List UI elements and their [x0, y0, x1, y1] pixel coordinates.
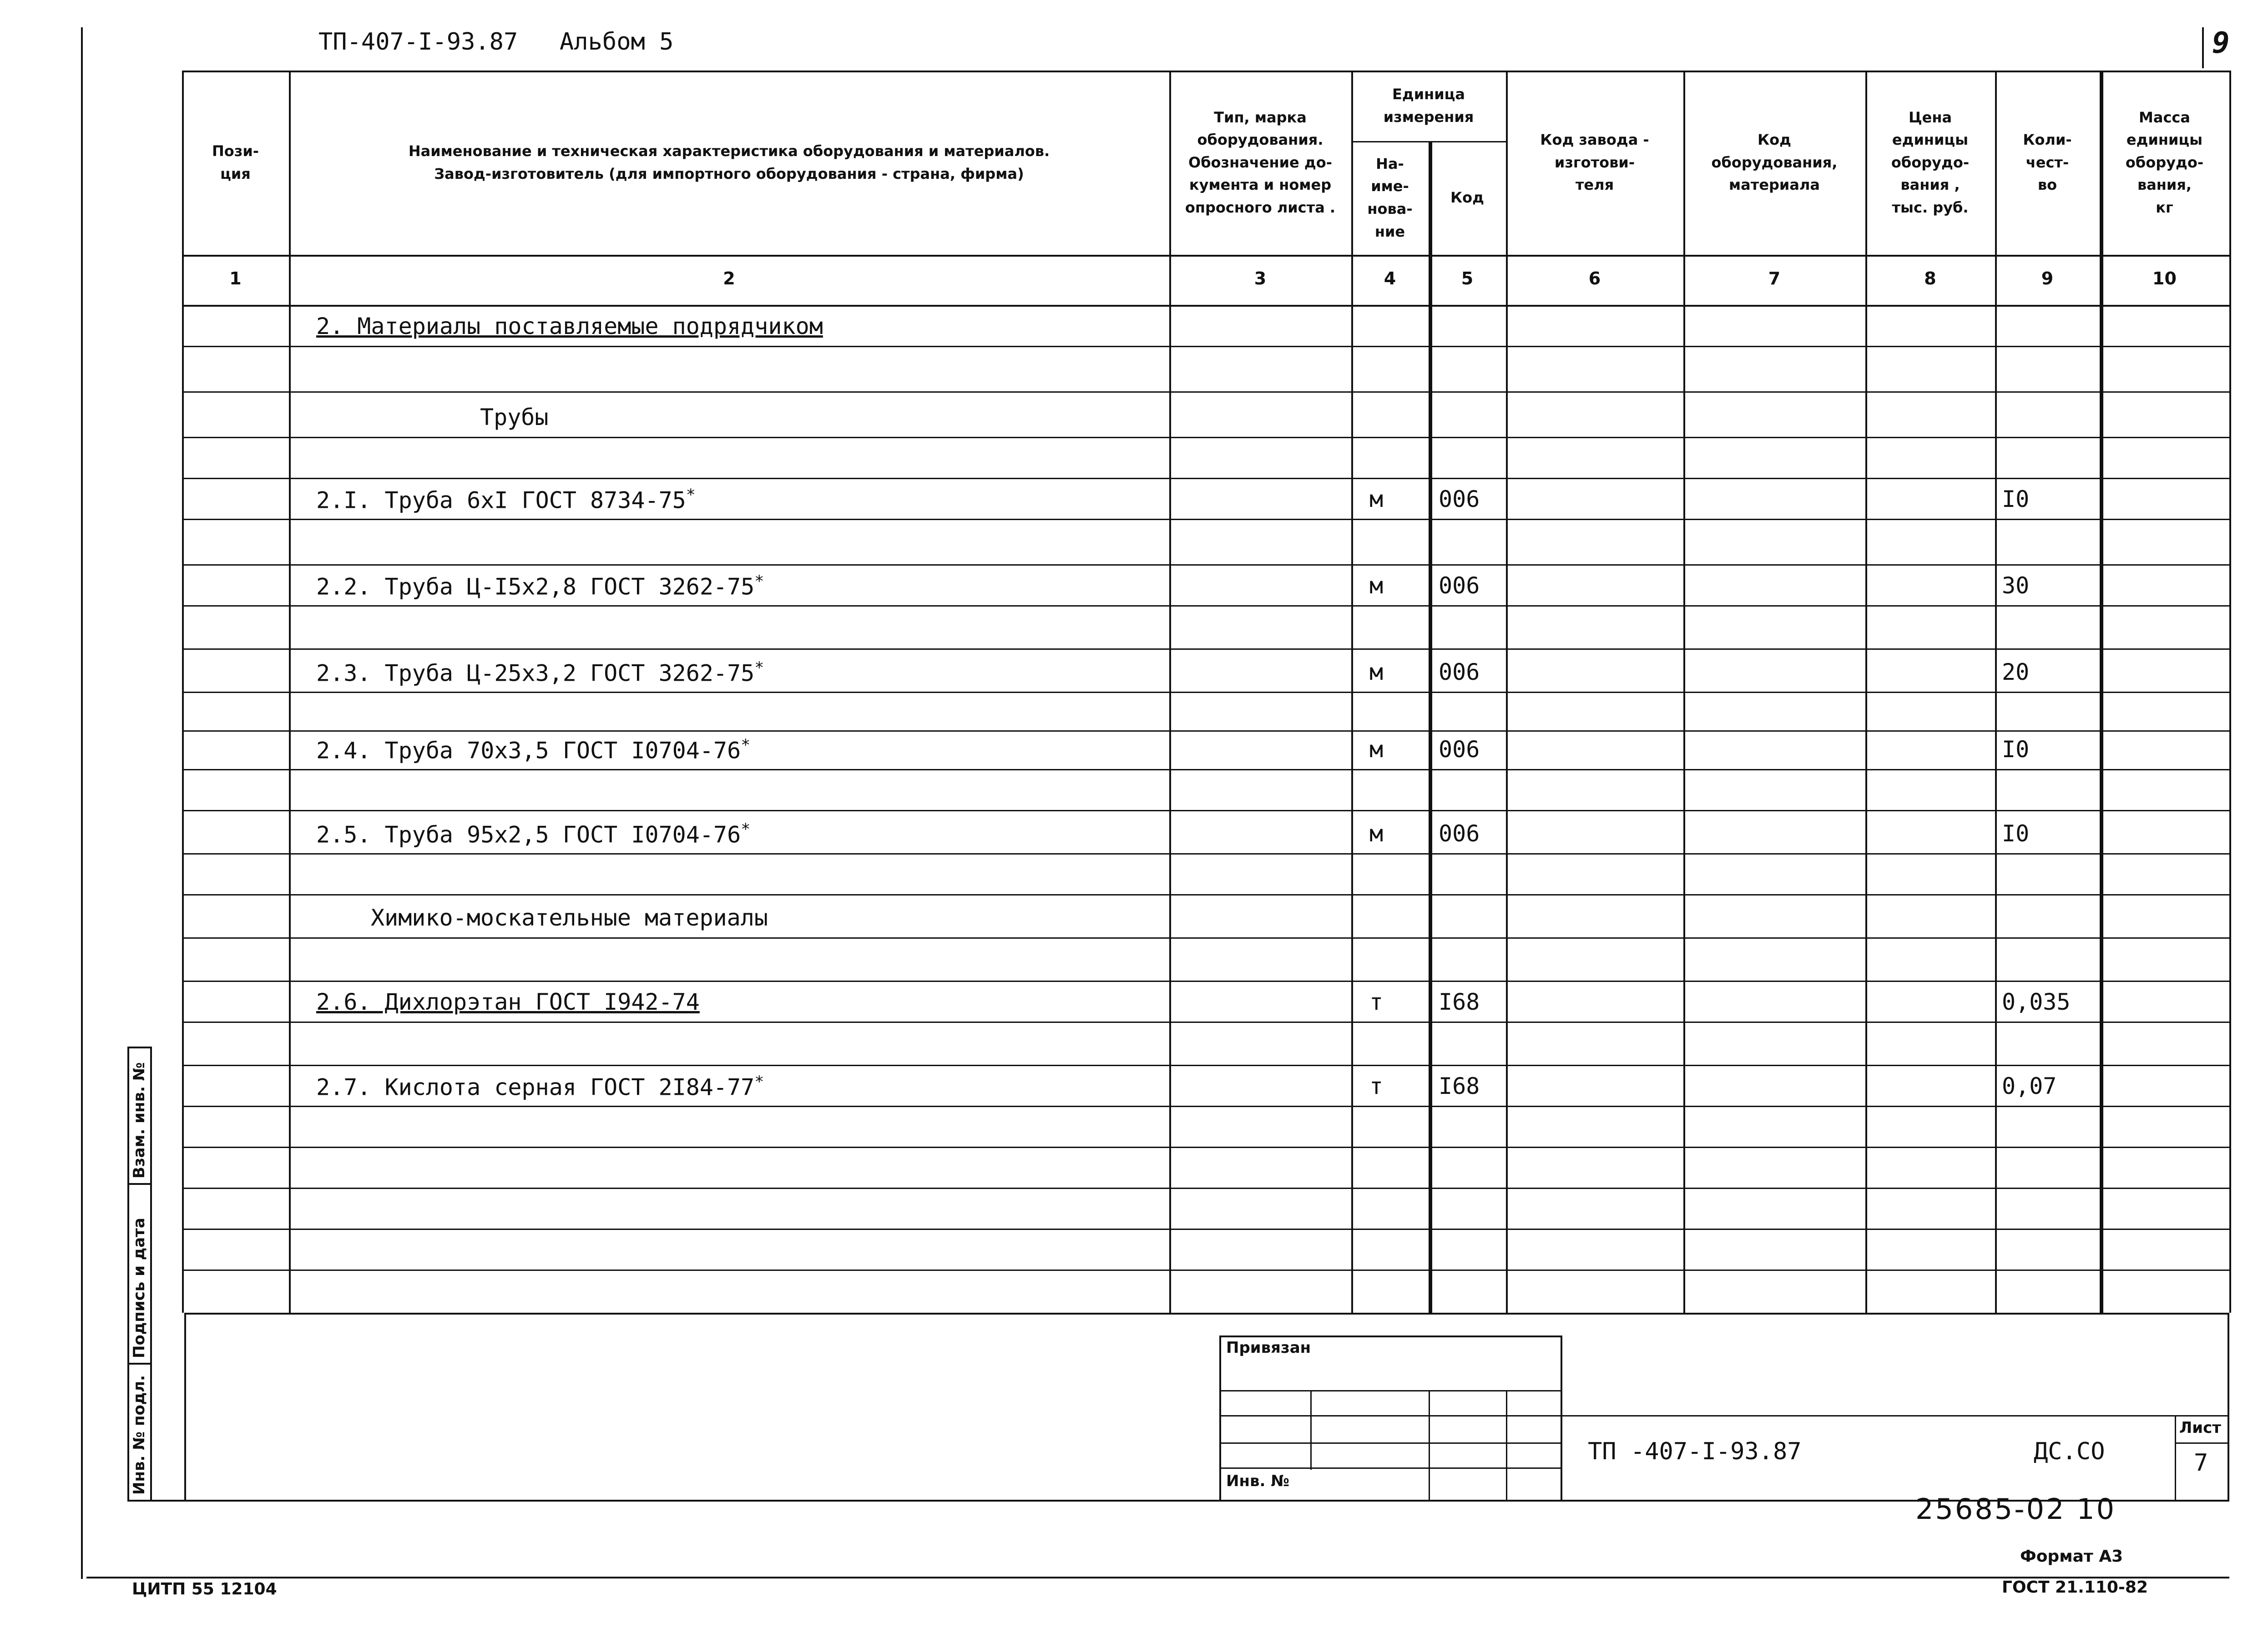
row-name: 2. Материалы поставляемые подрядчиком: [316, 313, 823, 339]
row-unit-code: 006: [1439, 820, 1480, 847]
sheet-number: 7: [2194, 1449, 2208, 1477]
privyazan-label: Привязан: [1226, 1339, 1311, 1357]
footnote-mark: *: [754, 659, 764, 677]
row-unit: м: [1369, 736, 1384, 763]
stamp-vzam-inv: Взам. инв. №: [130, 1062, 148, 1179]
header-doc-code: ТП-407-I-93.87: [318, 28, 518, 56]
row-quantity: I0: [2002, 820, 2030, 847]
row-unit-code: 006: [1439, 659, 1480, 685]
footnote-mark: *: [686, 486, 696, 504]
format-label: Формат А3: [2020, 1547, 2123, 1566]
column-header-1: Пози- ция: [212, 142, 259, 182]
row-unit: т: [1369, 989, 1384, 1015]
title-doc-code: ТП -407-I-93.87: [1588, 1438, 1802, 1465]
row-unit: м: [1369, 572, 1384, 599]
archive-number: 25685-02 10: [1915, 1492, 2116, 1526]
inv-no-label: Инв. №: [1226, 1472, 1290, 1490]
column-header-4: На- име- нова- ние: [1367, 155, 1413, 240]
footnote-mark: *: [741, 736, 751, 754]
column-number-5: 5: [1461, 268, 1474, 288]
row-name: 2.7. Кислота серная ГОСТ 2I84-77*: [316, 1073, 764, 1101]
column-header-3: Тип, марка оборудования. Обозначение до- кумента и номер опросного листа .: [1185, 108, 1336, 216]
column-number-4: 4: [1384, 268, 1396, 288]
row-quantity: 0,035: [2002, 989, 2071, 1015]
row-name: 2.3. Труба Ц-25х3,2 ГОСТ 3262-75*: [316, 659, 764, 687]
unit-group-header: Единица измерения: [1383, 85, 1474, 126]
column-number-2: 2: [723, 268, 735, 288]
footnote-mark: *: [754, 572, 764, 591]
stamp-inv-podl: Инв. № подл.: [130, 1375, 148, 1495]
column-header-5: Код: [1450, 189, 1484, 207]
row-name: 2.6. Дихлорэтан ГОСТ I942-74: [316, 989, 700, 1015]
footnote-mark: *: [741, 820, 751, 839]
footnote-mark: *: [754, 1073, 764, 1091]
row-name: 2.4. Труба 70х3,5 ГОСТ I0704-76*: [316, 736, 751, 764]
row-unit-code: I68: [1439, 1073, 1480, 1099]
column-header-2: Наименование и техническая характеристика оборудования и материалов. Завод-изготовитель (для импортного оборудования - страна, фирма): [408, 142, 1050, 182]
stamp-podpis-data: Подпись и дата: [130, 1218, 148, 1358]
column-header-8: Цена единицы оборудо- вания , тыс. руб.: [1891, 108, 1970, 216]
row-unit-code: 006: [1439, 486, 1480, 512]
row-name: Трубы: [480, 404, 549, 430]
column-header-7: Код оборудования, материала: [1711, 131, 1838, 194]
row-unit: м: [1369, 820, 1384, 847]
header-album: Альбом 5: [560, 28, 674, 56]
row-name: Химико-москательные материалы: [371, 905, 768, 931]
row-unit-code: 006: [1439, 572, 1480, 599]
header-page-number: 9: [2212, 26, 2230, 60]
column-number-9: 9: [2041, 268, 2054, 288]
row-unit: м: [1369, 659, 1384, 685]
row-quantity: 20: [2002, 659, 2030, 685]
row-unit-code: I68: [1439, 989, 1480, 1015]
column-number-8: 8: [1924, 268, 1936, 288]
column-header-10: Масса единицы оборудо- вания, кг: [2125, 108, 2204, 216]
column-header-6: Код завода - изготови- теля: [1540, 131, 1649, 194]
row-quantity: 30: [2002, 572, 2030, 599]
column-number-3: 3: [1254, 268, 1267, 288]
sheet-label: Лист: [2179, 1419, 2221, 1437]
row-quantity: 0,07: [2002, 1073, 2057, 1099]
printer-label: ЦИТП 55 12104: [132, 1580, 277, 1599]
row-unit-code: 006: [1439, 736, 1480, 763]
row-name: 2.I. Труба 6хI ГОСТ 8734-75*: [316, 486, 696, 514]
column-number-7: 7: [1768, 268, 1781, 288]
row-name: 2.5. Труба 95х2,5 ГОСТ I0704-76*: [316, 820, 751, 848]
row-quantity: I0: [2002, 736, 2030, 763]
row-unit: т: [1369, 1073, 1384, 1099]
column-number-6: 6: [1588, 268, 1601, 288]
row-quantity: I0: [2002, 486, 2030, 512]
title-doc-mark: ДС.СО: [2034, 1438, 2105, 1465]
row-unit: м: [1369, 486, 1384, 512]
row-name: 2.2. Труба Ц-I5х2,8 ГОСТ 3262-75*: [316, 572, 764, 600]
gost-label: ГОСТ 21.110-82: [2002, 1578, 2148, 1597]
column-number-1: 1: [229, 268, 242, 288]
column-number-10: 10: [2152, 268, 2177, 288]
column-header-9: Коли- чест- во: [2023, 131, 2072, 194]
